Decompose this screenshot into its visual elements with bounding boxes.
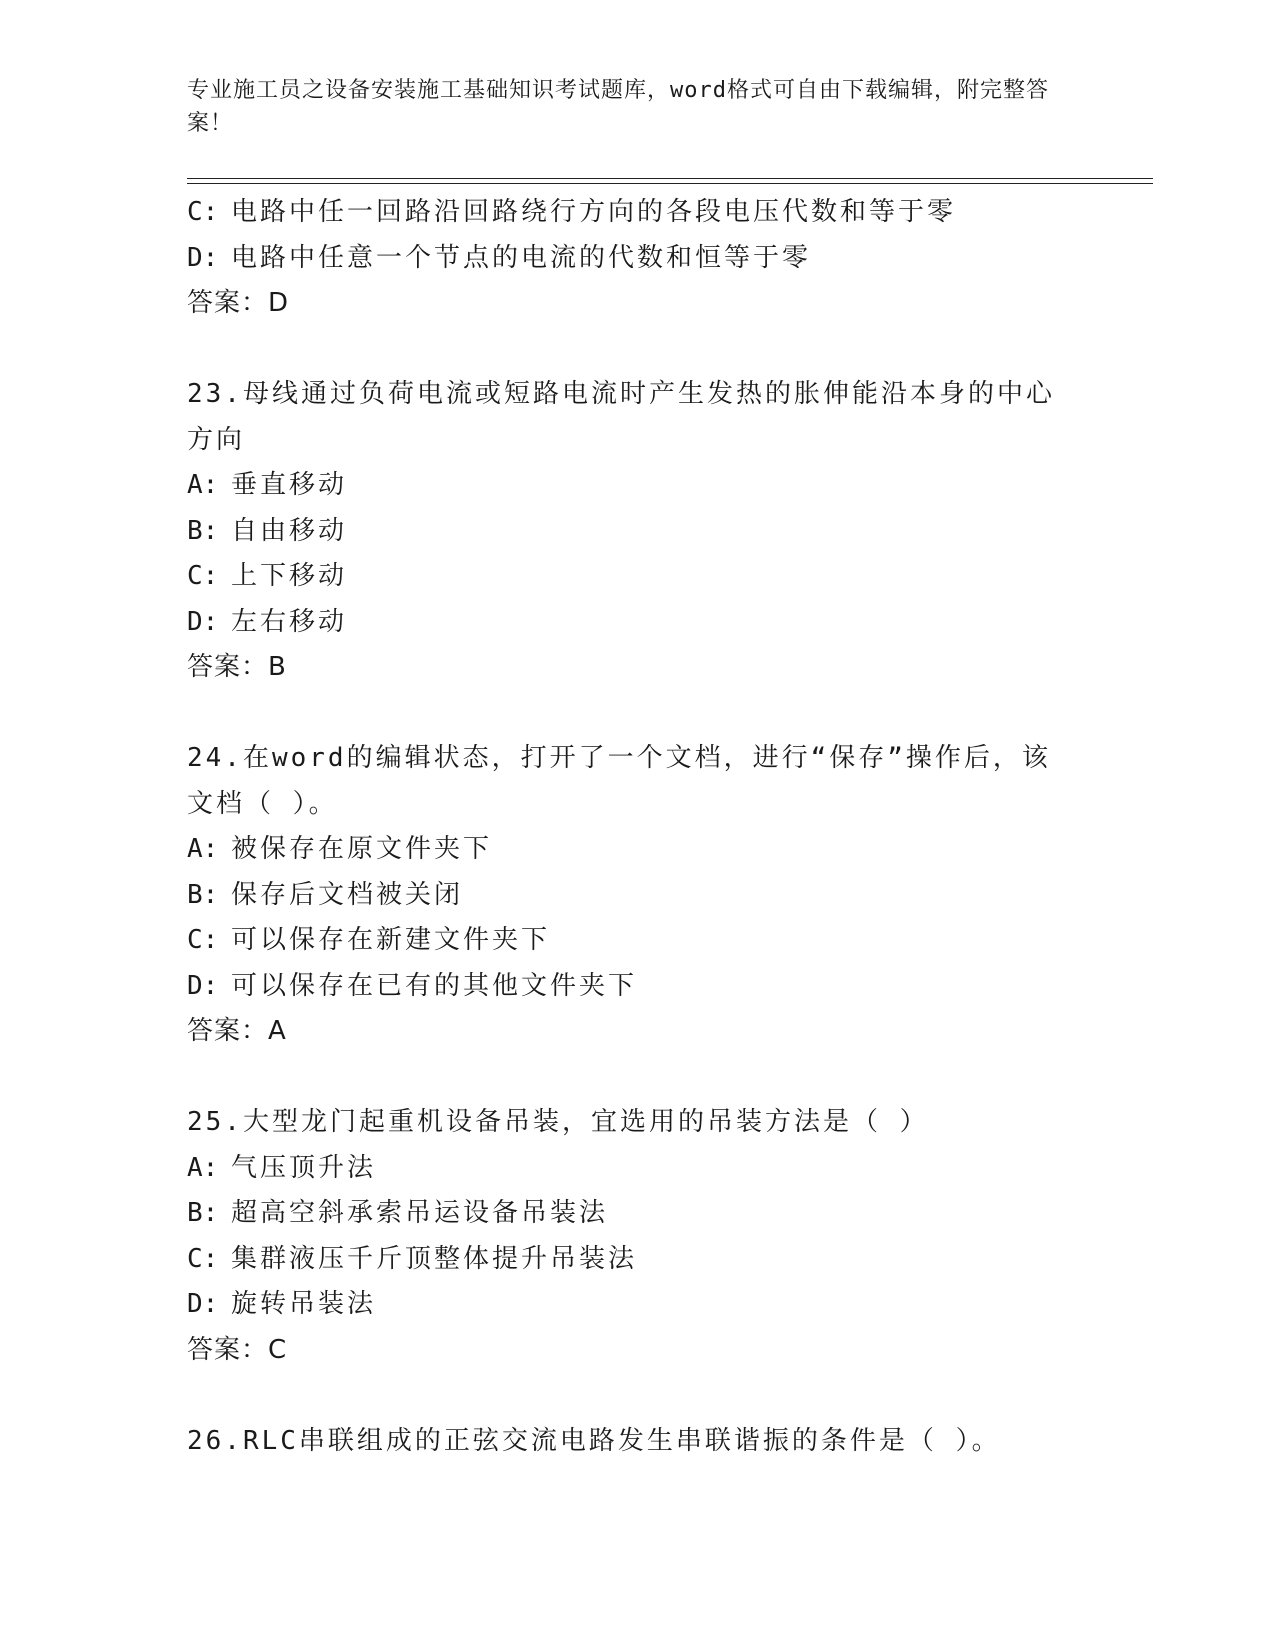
option-d: D: 旋转吊装法 bbox=[187, 1289, 377, 1319]
answer-line: 答案：B bbox=[187, 652, 287, 682]
option-d: D: 可以保存在已有的其他文件夹下 bbox=[187, 970, 638, 1001]
question-text: 24.在word的编辑状态，打开了一个文档，进行“保存”操作后，该文档（ ）。 bbox=[187, 743, 1051, 819]
question-24 bbox=[187, 736, 1087, 1055]
header-rule-bottom bbox=[187, 183, 1153, 184]
option-b: B: 保存后文档被关闭 bbox=[187, 879, 464, 910]
question-text: 25.大型龙门起重机设备吊装，宜选用的吊装方法是（ ） bbox=[187, 1107, 929, 1137]
option-a: A: 气压顶升法 bbox=[187, 1152, 377, 1183]
option-c: C: 可以保存在新建文件夹下 bbox=[187, 925, 551, 955]
option-d: D: 左右移动 bbox=[187, 606, 348, 637]
option-d: D: 电路中任意一个节点的电流的代数和恒等于零 bbox=[187, 242, 812, 273]
answer-line: 答案：A bbox=[187, 1016, 287, 1046]
question-26 bbox=[187, 1419, 1087, 1465]
document-body bbox=[187, 190, 1087, 1464]
option-a: A: 被保存在原文件夹下 bbox=[187, 834, 493, 864]
option-b: B: 超高空斜承索吊运设备吊装法 bbox=[187, 1198, 609, 1228]
option-a: A: 垂直移动 bbox=[187, 470, 348, 500]
question-23 bbox=[187, 372, 1087, 691]
option-b: B: 自由移动 bbox=[187, 515, 348, 546]
question-text: 26.RLC串联组成的正弦交流电路发生串联谐振的条件是（ ）。 bbox=[187, 1425, 1001, 1456]
question-text: 23.母线通过负荷电流或短路电流时产生发热的胀伸能沿本身的中心方向 bbox=[187, 379, 1055, 455]
option-c: C: 上下移动 bbox=[187, 561, 348, 591]
option-c: C: 集群液压千斤顶整体提升吊装法 bbox=[187, 1243, 638, 1274]
document-header: 专业施工员之设备安装施工基础知识考试题库，word格式可自由下载编辑，附完整答案！ bbox=[187, 78, 1049, 136]
answer-line: 答案：C bbox=[187, 1334, 288, 1365]
option-c: C: 电路中任一回路沿回路绕行方向的各段电压代数和等于零 bbox=[187, 197, 957, 227]
question-22-fragment bbox=[187, 190, 1087, 327]
header-rule-top bbox=[187, 178, 1153, 179]
answer-line: 答案：D bbox=[187, 288, 290, 318]
question-25 bbox=[187, 1100, 1087, 1373]
